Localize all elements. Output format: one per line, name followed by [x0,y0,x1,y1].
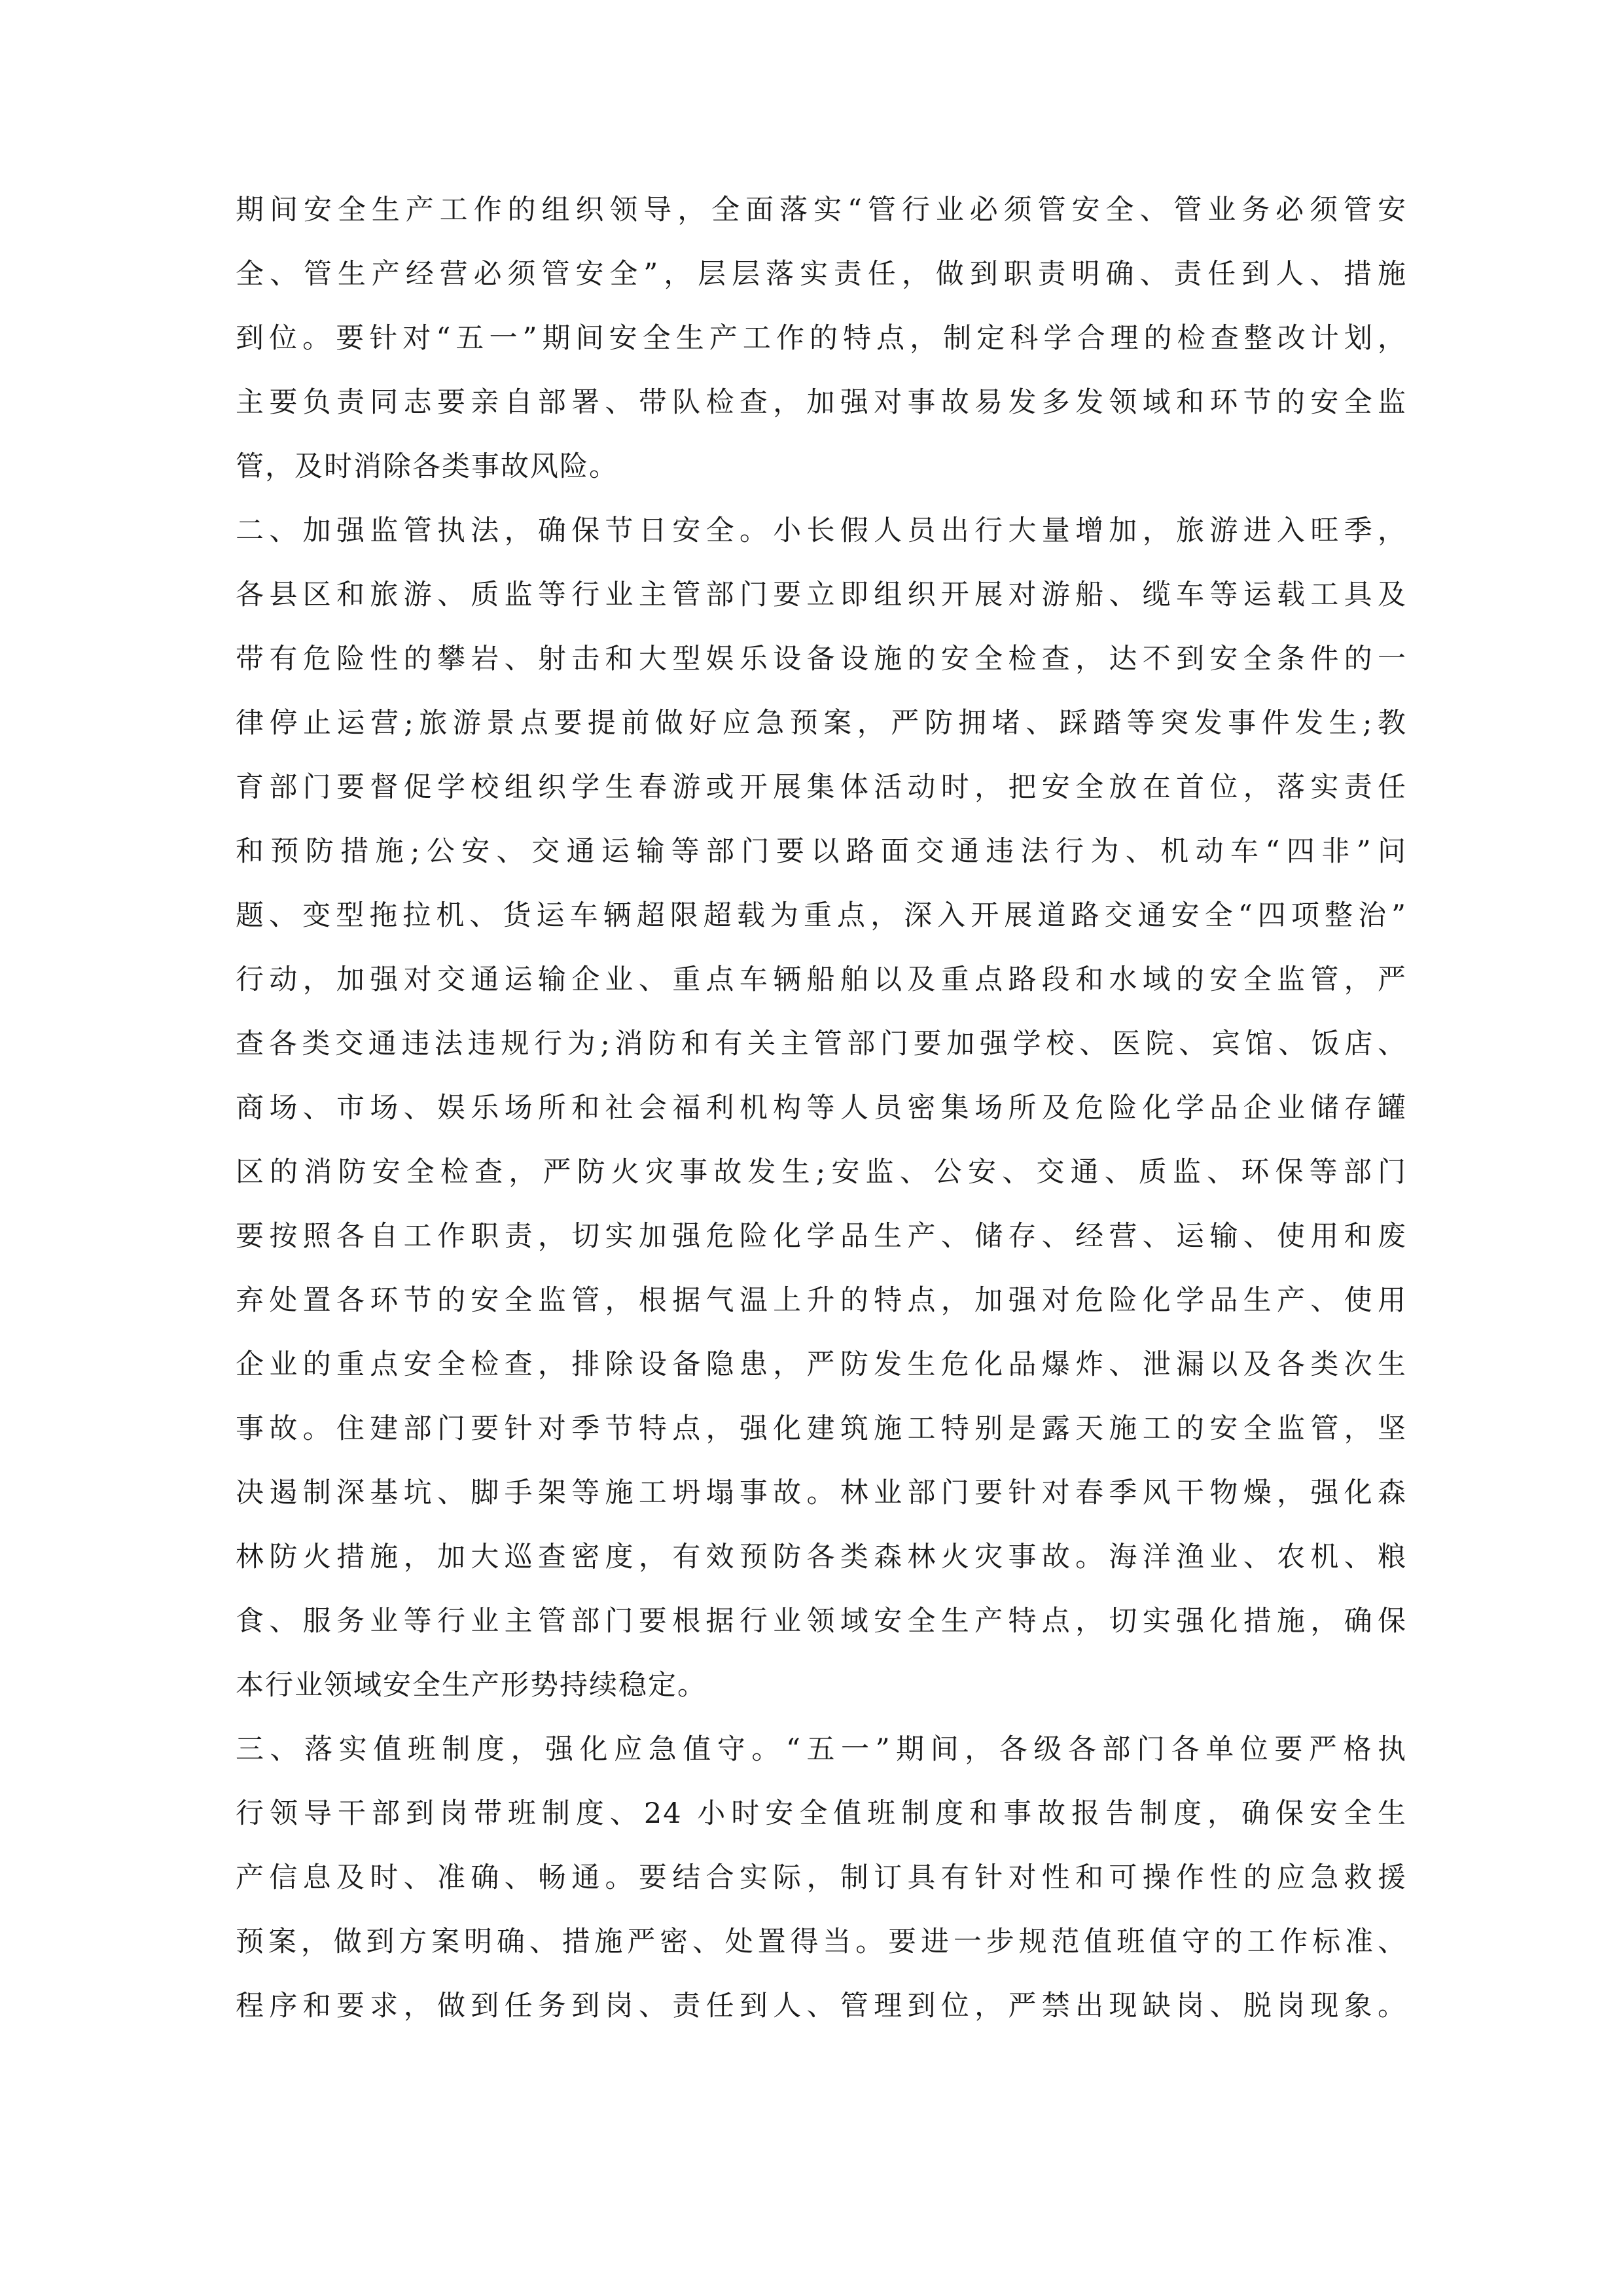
text-line: 预案，做到方案明确、措施严密、处置得当。要进一步规范值班值守的工作标准、 [236,1926,1407,1958]
text-line: 弃处置各环节的安全监管，根据气温上升的特点，加强对危险化学品生产、使用 [236,1284,1407,1317]
text-line: 主要负责同志要亲自部署、带队检查，加强对事故易发多发领域和环节的安全监 [236,386,1407,419]
text-line: 各县区和旅游、质监等行业主管部门要立即组织开展对游船、缆车等运载工具及 [236,579,1407,611]
text-line: 商场、市场、娱乐场所和社会福利机构等人员密集场所及危险化学品企业储存罐 [236,1092,1407,1124]
text-line: 区的消防安全检查，严防火灾事故发生;安监、公安、交通、质监、环保等部门 [236,1156,1407,1189]
text-line: 二、加强监管执法，确保节日安全。小长假人员出行大量增加，旅游进入旺季， [236,514,1407,547]
text-line: 企业的重点安全检查，排除设备隐患，严防发生危化品爆炸、泄漏以及各类次生 [236,1348,1407,1381]
text-line: 行领导干部到岗带班制度、24 小时安全值班制度和事故报告制度，确保安全生 [236,1797,1407,1830]
text-line: 查各类交通违法违规行为;消防和有关主管部门要加强学校、医院、宾馆、饭店、 [236,1028,1407,1060]
text-line: 食、服务业等行业主管部门要根据行业领域安全生产特点，切实强化措施，确保 [236,1605,1407,1638]
text-line: 律停止运营;旅游景点要提前做好应急预案，严防拥堵、踩踏等突发事件发生;教 [236,707,1407,740]
text-line: 决遏制深基坑、脚手架等施工坍塌事故。林业部门要针对春季风干物燥，强化森 [236,1477,1407,1509]
text-line: 行动，加强对交通运输企业、重点车辆船舶以及重点路段和水域的安全监管，严 [236,963,1407,996]
text-line: 程序和要求，做到任务到岗、责任到人、管理到位，严禁出现缺岗、脱岗现象。 [236,1990,1407,2022]
text-line: 三、落实值班制度，强化应急值守。“五一”期间，各级各部门各单位要严格执 [236,1733,1407,1766]
text-line: 期间安全生产工作的组织领导，全面落实“管行业必须管安全、管业务必须管安 [236,194,1407,226]
text-line: 育部门要督促学校组织学生春游或开展集体活动时，把安全放在首位，落实责任 [236,771,1407,804]
text-line: 带有危险性的攀岩、射击和大型娱乐设备设施的安全检查，达不到安全条件的一 [236,643,1407,675]
text-line: 要按照各自工作职责，切实加强危险化学品生产、储存、经营、运输、使用和废 [236,1220,1407,1253]
text-line: 管，及时消除各类事故风险。 [236,450,618,483]
text-line: 和预防措施;公安、交通运输等部门要以路面交通违法行为、机动车“四非”问 [236,835,1407,868]
text-line: 事故。住建部门要针对季节特点，强化建筑施工特别是露天施工的安全监管，坚 [236,1412,1407,1445]
text-line: 到位。要针对“五一”期间安全生产工作的特点，制定科学合理的检查整改计划， [236,322,1407,355]
document-body [236,178,1407,2038]
text-line: 题、变型拖拉机、货运车辆超限超载为重点，深入开展道路交通安全“四项整治” [236,899,1407,932]
text-line: 林防火措施，加大巡查密度，有效预防各类森林火灾事故。海洋渔业、农机、粮 [236,1541,1407,1573]
text-line: 产信息及时、准确、畅通。要结合实际，制订具有针对性和可操作性的应急救援 [236,1861,1407,1894]
text-line: 本行业领域安全生产形势持续稳定。 [236,1669,707,1702]
text-line: 全、管生产经营必须管安全”，层层落实责任，做到职责明确、责任到人、措施 [236,258,1407,291]
